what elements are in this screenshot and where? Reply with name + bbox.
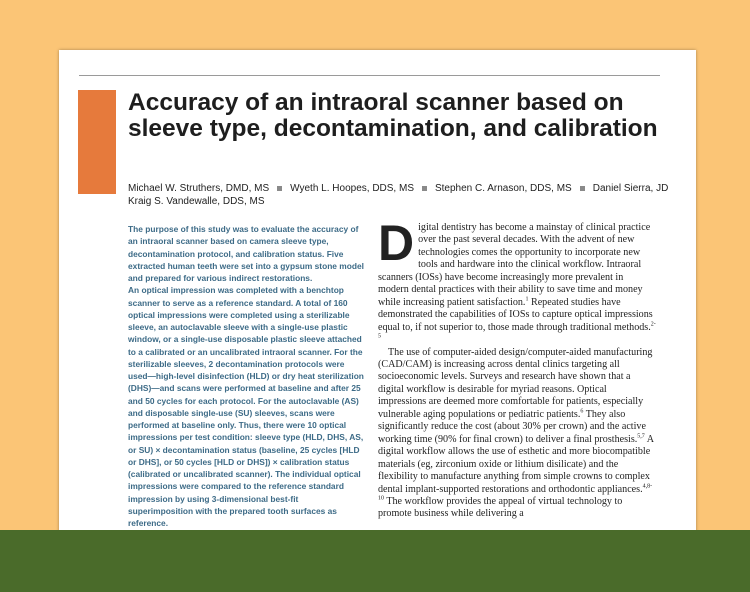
author-separator bbox=[422, 186, 427, 191]
drop-cap: D bbox=[378, 215, 415, 271]
title-accent-bar bbox=[78, 90, 116, 194]
body-text-run: The use of computer-aided design/computer-aided manufacturing (CAD/CAM) is increasing across dental clinics targeting all socioeconomic levels. Surveys and research have shown that a digital workflow is desirable for myriad reasons. Optical impressions are deemed more comfortable for patients, especially vulnerable aging populations or pediatric patients. bbox=[378, 346, 653, 420]
body-text-run: A digital workflow allows the use of esthetic and more biocompatible materials (eg, zirconium oxide or lithium disilicate) and the flexibility to manufacture anything from simple crowns to complex dental implant-supported restorations and orthodontic appliances. bbox=[378, 433, 654, 495]
author-name: Michael W. Struthers, DMD, MS bbox=[128, 183, 270, 194]
body-paragraph bbox=[378, 347, 656, 521]
author-name: Daniel Sierra, JD bbox=[592, 183, 669, 194]
body-text-run: The workflow provides the appeal of virtual technology to promote business while delivering a bbox=[378, 495, 623, 520]
body-paragraph bbox=[378, 215, 656, 347]
bottom-band bbox=[0, 530, 750, 592]
body-text-run: Repeated studies have demonstrated the capabilities of IOSs to capture optical impressions equal to, if not superior to, those made through traditional methods. bbox=[378, 296, 653, 333]
author-list bbox=[128, 182, 673, 208]
author-separator bbox=[277, 186, 282, 191]
body-text bbox=[378, 215, 656, 521]
citation-ref: 6 bbox=[580, 408, 584, 415]
citation-ref: 1 bbox=[525, 296, 529, 303]
article-page bbox=[59, 50, 696, 550]
abstract-paragraph: An optical impression was completed with a benchtop scanner to serve as a reference standard. A total of 160 optical impressions were completed using a sterilizable sleeve, an autoclavable sleeve with a single-use plastic window, or a single-use disposable plastic sleeve attached to a calibrated or an uncalibrated intraoral scanner. For the sterilizable sleeves, 2 decontamination protocols were used—high-level disinfection (HLD) or dry heat sterilization (DHS)—and scans were performed at baseline and after 25 and 50 cycles for each protocol. For the autoclavable (AS) and disposable single-use (SU) sleeves, scans were performed at baseline only. Thus, there were 10 optical impressions per test condition: sleeve type (HLD, DHS, AS, or SU) × decontamination status (baseline, 25 cycles [HLD or DHS], or 50 cycles [HLD or DHS]) × calibration status (calibrated or uncalibrated scanner). The individual optical impressions were compared to the reference standard impression by using 3-dimensional best-fit superimposition with the prepared tooth surfaces as reference. bbox=[128, 285, 364, 528]
abstract-paragraph: The purpose of this study was to evaluate the accuracy of an intraoral scanner based on camera sleeve type, decontamination protocol, and calibration status. Five extracted human teeth were set into a gypsum stone model and prepared for various indirect restorations. bbox=[128, 224, 364, 283]
author-name: Stephen C. Arnason, DDS, MS bbox=[434, 183, 572, 194]
body-text-run: igital dentistry has become a mainstay of clinical practice over the past several decades. With the advent of new technologies comes the opportunity to incorporate new tools and hardware into the clinical workflow. Intraoral scanners (IOSs) have become increasingly more prevalent in modern dental practices with their ability to save time and money while increasing patient satisfaction. bbox=[378, 222, 651, 308]
article-title: Accuracy of an intraoral scanner based on sleeve type, decontamination, and calibration bbox=[128, 89, 658, 142]
citation-ref: 4,8-10 bbox=[378, 483, 653, 502]
author-name: Wyeth L. Hoopes, DDS, MS bbox=[290, 183, 414, 194]
body-text-run: They also significantly reduce the cost (about 30% per crown) and the active working time (90% for final crown) to deliver a final prosthesis. bbox=[378, 408, 646, 445]
author-name: Kraig S. Vandewalle, DDS, MS bbox=[128, 196, 265, 207]
header-rule bbox=[79, 75, 660, 76]
citation-ref: 2-5 bbox=[378, 321, 656, 340]
abstract bbox=[128, 223, 364, 529]
author-separator bbox=[580, 186, 585, 191]
citation-ref: 5,7 bbox=[637, 433, 645, 440]
